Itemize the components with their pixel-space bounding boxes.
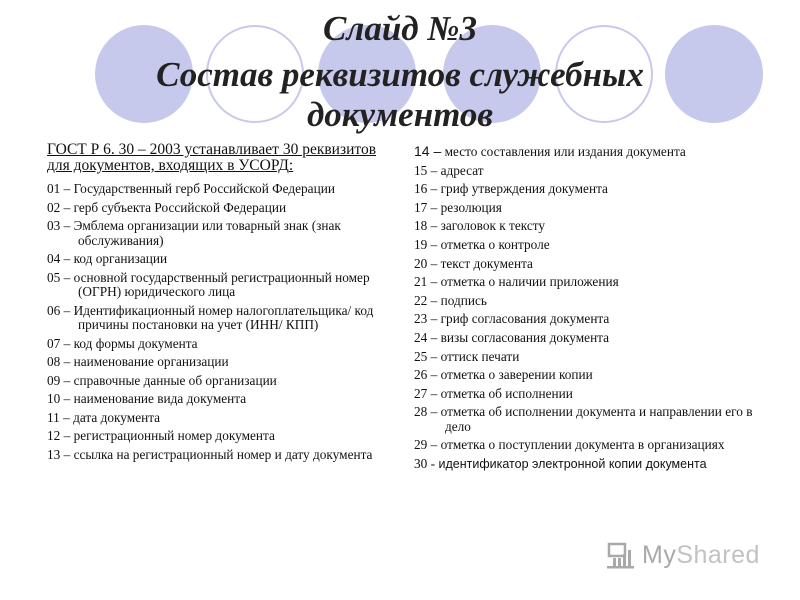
watermark-text bbox=[642, 541, 760, 570]
first-item-text: место составления или издания документа bbox=[441, 144, 686, 159]
mysharedpresentation-icon bbox=[606, 540, 636, 570]
list-item: 01 – Государственный герб Российской Федерации bbox=[47, 181, 335, 196]
first-item-prefix: 14 – bbox=[414, 143, 442, 159]
list-item: 04 – код организации bbox=[47, 251, 168, 266]
myshared-watermark bbox=[606, 537, 766, 573]
right-column bbox=[414, 144, 774, 476]
list-item: 20 – текст документа bbox=[414, 255, 533, 271]
list-item: 17 – резолюция bbox=[414, 199, 502, 215]
list-item: 18 – заголовок к тексту bbox=[414, 218, 546, 234]
list-item: 12 – регистрационный номер документа bbox=[47, 428, 275, 443]
left-column bbox=[47, 142, 392, 466]
list-item: 25 – оттиск печати bbox=[414, 348, 520, 364]
list-item: 03 – Эмблема организации или товарный знак (знак обслуживания) bbox=[47, 218, 341, 248]
watermark-brand-main: My bbox=[642, 540, 677, 569]
title-line-1: Слайд №3 bbox=[323, 9, 477, 48]
last-item-prefix: 30 - bbox=[414, 456, 436, 471]
list-item: 06 – Идентификационный номер налогоплательщика/ код причины постановки на учет (ИНН/ КПП) bbox=[47, 302, 374, 332]
list-item: 09 – справочные данные об организации bbox=[47, 372, 277, 388]
list-item: 19 – отметка о контроле bbox=[414, 236, 550, 252]
last-item-text: идентификатор электронной копии документа bbox=[435, 457, 707, 471]
list-item: 02 – герб субъекта Российской Федерации bbox=[47, 199, 287, 215]
list-item: 08 – наименование организации bbox=[47, 354, 229, 369]
intro-main: ГОСТ Р 6. 30 – 2003 устанавливает 30 реквизитов для документов, входящих в УСОРД bbox=[47, 141, 377, 174]
list-item-last bbox=[414, 457, 774, 472]
list-item: 23 – гриф согласования документа bbox=[414, 311, 610, 327]
list-item: 27 – отметка об исполнении bbox=[414, 385, 573, 401]
title-line-2: Состав реквизитов служебных bbox=[156, 55, 644, 94]
requisites-list-left bbox=[47, 182, 392, 462]
list-item: 05 – основной государственный регистрационный номер (ОГРН) юридического лица bbox=[47, 269, 370, 299]
list-item: 28 – отметка об исполнении документа и направлении его в дело bbox=[414, 404, 753, 434]
list-item: 10 – наименование вида документа bbox=[47, 391, 247, 406]
list-item: 11 – дата документа bbox=[47, 409, 161, 425]
intro-text bbox=[47, 142, 392, 174]
list-item: 26 – отметка о заверении копии bbox=[414, 367, 593, 383]
list-item: 16 – гриф утверждения документа bbox=[414, 181, 608, 197]
requisites-list-right bbox=[414, 144, 774, 472]
title-line-3: документов bbox=[306, 95, 494, 134]
slide-title bbox=[90, 6, 710, 138]
watermark-brand-rest: Shared bbox=[676, 540, 760, 569]
list-item: 13 – ссылка на регистрационный номер и дату документа bbox=[47, 446, 373, 462]
intro-colon: : bbox=[288, 157, 294, 174]
list-item: 24 – визы согласования документа bbox=[414, 329, 610, 345]
list-item-first bbox=[414, 144, 774, 160]
list-item: 15 – адресат bbox=[414, 162, 484, 178]
list-item: 29 – отметка о поступлении документа в организациях bbox=[414, 437, 725, 453]
list-item: 21 – отметка о наличии приложения bbox=[414, 274, 619, 290]
list-item: 22 – подпись bbox=[414, 292, 487, 308]
list-item: 07 – код формы документа bbox=[47, 335, 198, 351]
